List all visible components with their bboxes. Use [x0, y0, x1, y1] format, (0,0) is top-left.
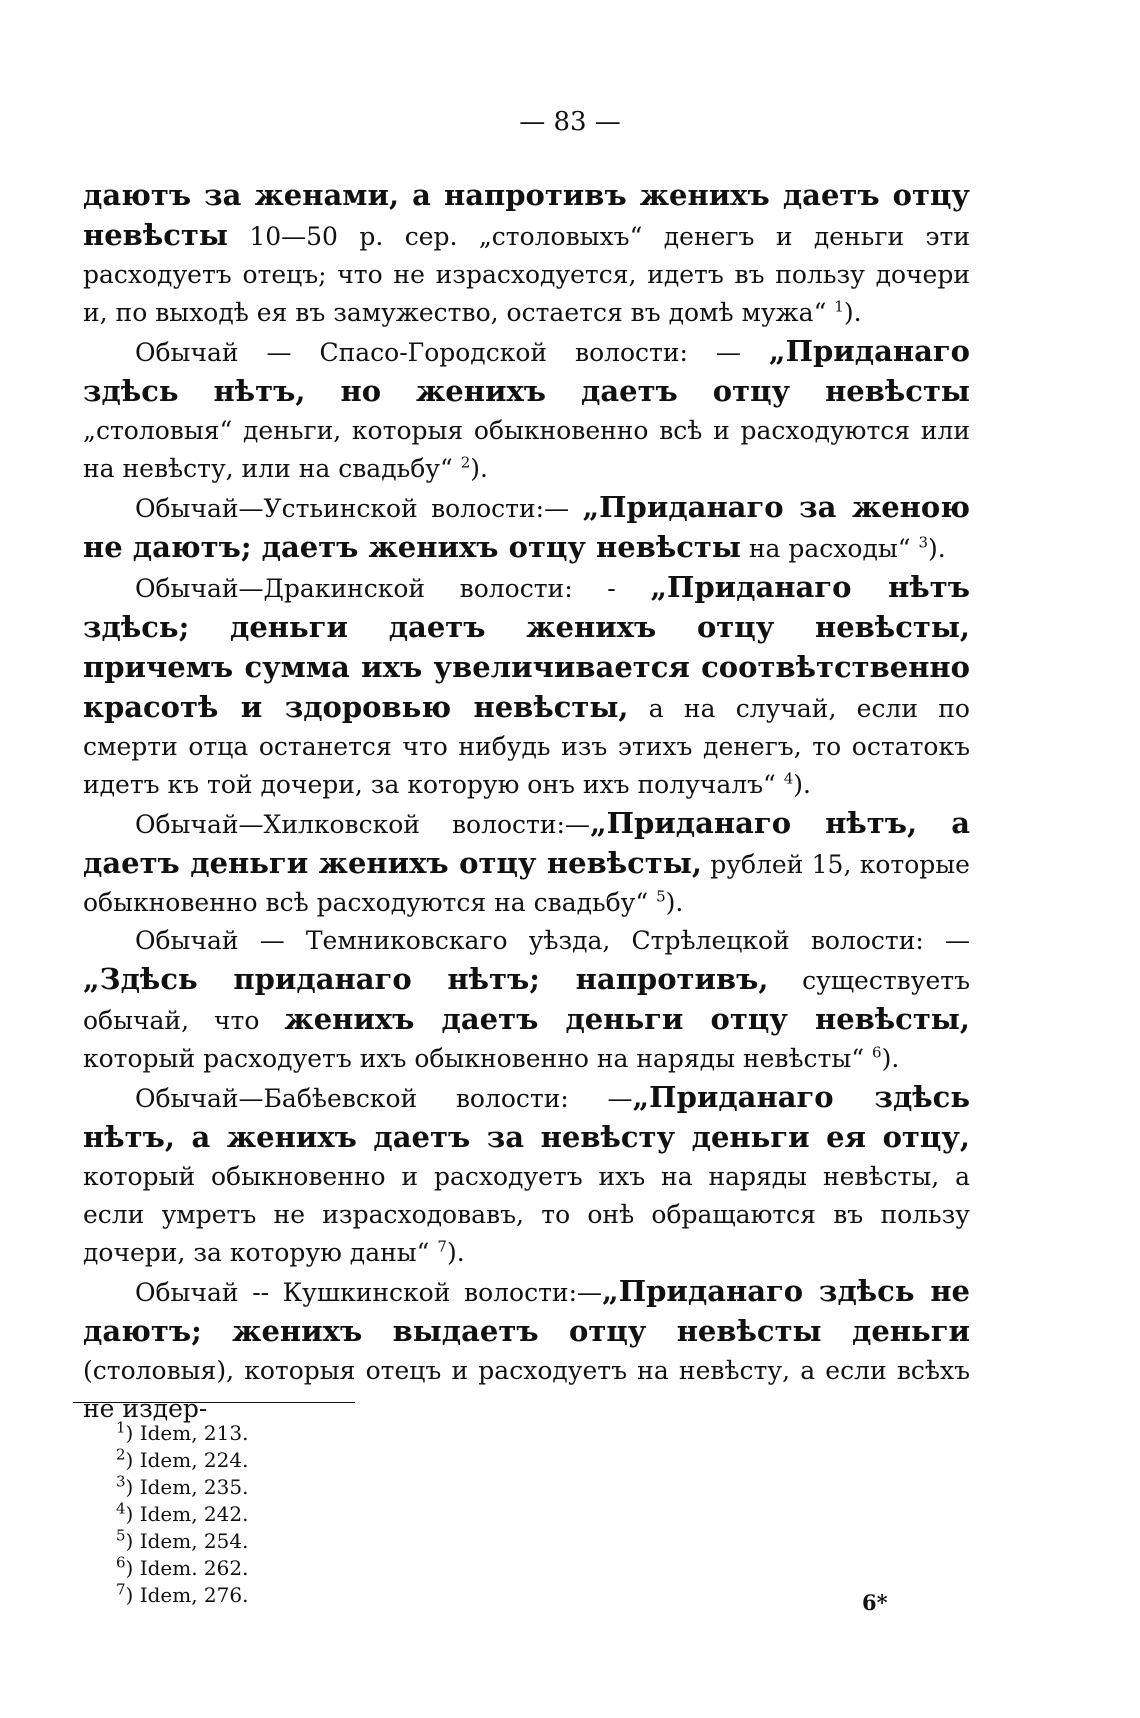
footnote-text: ) Idem, 213. [125, 1421, 249, 1445]
quoted-emphasis: даютъ за женами, а напротивъ женихъ даетъ отцу невѣсты [83, 178, 970, 252]
footnote-mark: 1 [116, 1418, 126, 1437]
paragraph [83, 176, 970, 332]
text-run: Обычай — Спасо-Городской волости: — [135, 338, 769, 367]
text-run: Обычай—Бабѣевской волости: — [135, 1084, 633, 1113]
footnote-item [116, 1420, 516, 1447]
main-text [83, 176, 970, 1428]
text-run: рублей 15, которые обыкновенно всѣ расходуются на свадьбу“ [83, 850, 970, 917]
footnote-item [116, 1501, 516, 1528]
text-run: существуетъ обычай, что [83, 966, 971, 1035]
footnote-text: ) Idem, 224. [125, 1448, 249, 1472]
footnote-text: ) Idem. 262. [125, 1556, 249, 1580]
footnote-ref: 2 [460, 453, 471, 472]
footnote-item [116, 1474, 516, 1501]
signature-mark: 6* [862, 1590, 888, 1615]
quoted-emphasis: „Приданаго здѣсь не даютъ; женихъ выдаетъ отцу невѣсты деньги [83, 1274, 970, 1348]
footnote-ref: 6 [872, 1043, 882, 1062]
text-run: ). [665, 888, 684, 917]
text-run: Обычай—Хилковской волости:— [135, 810, 590, 839]
page-number: — 83 — [519, 107, 621, 137]
footnote-item [116, 1528, 516, 1555]
footnote-item [116, 1555, 516, 1582]
quoted-emphasis: „Приданаго за женою не даютъ; даетъ женихъ отцу невѣсты [83, 490, 970, 564]
text-run: Обычай — Темниковскаго уѣзда, Стрѣлецкой волости: — [135, 926, 970, 955]
quoted-emphasis: „Приданаго здѣсь нѣтъ, а женихъ даетъ за невѣсту деньги ея отцу, [83, 1080, 970, 1154]
paragraph [83, 332, 970, 488]
footnote-mark: 5 [116, 1526, 126, 1545]
text-run: ). [446, 1238, 465, 1267]
footnote-text: ) Idem, 276. [125, 1583, 249, 1607]
footnotes [116, 1420, 516, 1609]
quoted-emphasis: „Здѣсь приданаго нѣтъ; напротивъ, [83, 962, 769, 996]
footnote-mark: 3 [116, 1472, 126, 1491]
text-run: Обычай—Устьинской волости:— [135, 494, 583, 523]
footnote-item [116, 1582, 516, 1609]
quoted-emphasis: „Приданаго нѣтъ здѣсь; деньги даетъ женихъ отцу невѣсты, причемъ сумма ихъ увеличивается соотвѣтственно красотѣ и здоровью невѣсты, [83, 570, 971, 724]
paragraph [83, 488, 970, 568]
paragraph [83, 922, 970, 1078]
text-run: ). [470, 454, 488, 483]
footnote-ref: 1 [834, 297, 844, 316]
quoted-emphasis: „Приданаго нѣтъ, а даетъ деньги женихъ отцу невѣсты, [83, 806, 971, 880]
paragraph [83, 804, 970, 922]
footnote-divider [73, 1402, 355, 1403]
footnote-text: ) Idem, 254. [125, 1529, 249, 1553]
quoted-emphasis: „Приданаго здѣсь нѣтъ, но женихъ даетъ отцу невѣсты [83, 334, 970, 408]
quoted-emphasis: женихъ даетъ деньги отцу невѣсты, [284, 1002, 970, 1036]
footnote-ref: 7 [437, 1237, 447, 1256]
paragraph [83, 568, 970, 804]
footnote-item [116, 1447, 516, 1474]
text-run: (столовыя), которыя отецъ и расходуетъ на невѣсту, а если всѣхъ не издер- [83, 1356, 970, 1423]
text-run: ). [793, 770, 811, 799]
text-run: Обычай -- Кушкинской волости:— [135, 1278, 603, 1307]
text-run: ). [928, 534, 946, 563]
footnote-text: ) Idem, 242. [125, 1502, 249, 1526]
text-run: на расходы“ [740, 534, 919, 563]
footnote-mark: 2 [116, 1445, 126, 1464]
text-run: ). [881, 1044, 900, 1073]
footnote-mark: 6 [116, 1553, 126, 1572]
text-run: ). [843, 298, 862, 327]
paragraph [83, 1272, 970, 1428]
text-run: 10—50 р. сер. „столовыхъ“ денегъ и деньги эти расходуетъ отецъ; что не израсходуется, идетъ въ пользу дочери и, по выходѣ ея въ замужество, остается въ домѣ мужа“ [83, 222, 970, 327]
text-run: который обыкновенно и расходуетъ ихъ на наряды невѣсты, а если умретъ не израсходовавъ, то онѣ обращаются въ пользу дочери, за которую даны“ [83, 1162, 970, 1267]
text-run: „столовыя“ деньги, которыя обыкновенно всѣ и расходуются или на невѣсту, или на свадьбу“ [83, 416, 970, 483]
text-run: Обычай—Дракинской волости: - [135, 574, 651, 603]
footnote-text: ) Idem, 235. [125, 1475, 249, 1499]
footnote-ref: 4 [783, 769, 794, 788]
footnote-mark: 7 [116, 1580, 126, 1599]
text-run: а на случай, если по смерти отца останется что нибудь изъ этихъ денегъ, то остатокъ идетъ къ той дочери, за которую онъ ихъ получалъ“ [83, 694, 970, 799]
footnote-mark: 4 [116, 1499, 126, 1518]
footnote-ref: 5 [656, 887, 666, 906]
paragraph [83, 1078, 970, 1272]
footnote-ref: 3 [918, 533, 929, 552]
text-run: который расходуетъ ихъ обыкновенно на наряды невѣсты“ [83, 1044, 873, 1073]
